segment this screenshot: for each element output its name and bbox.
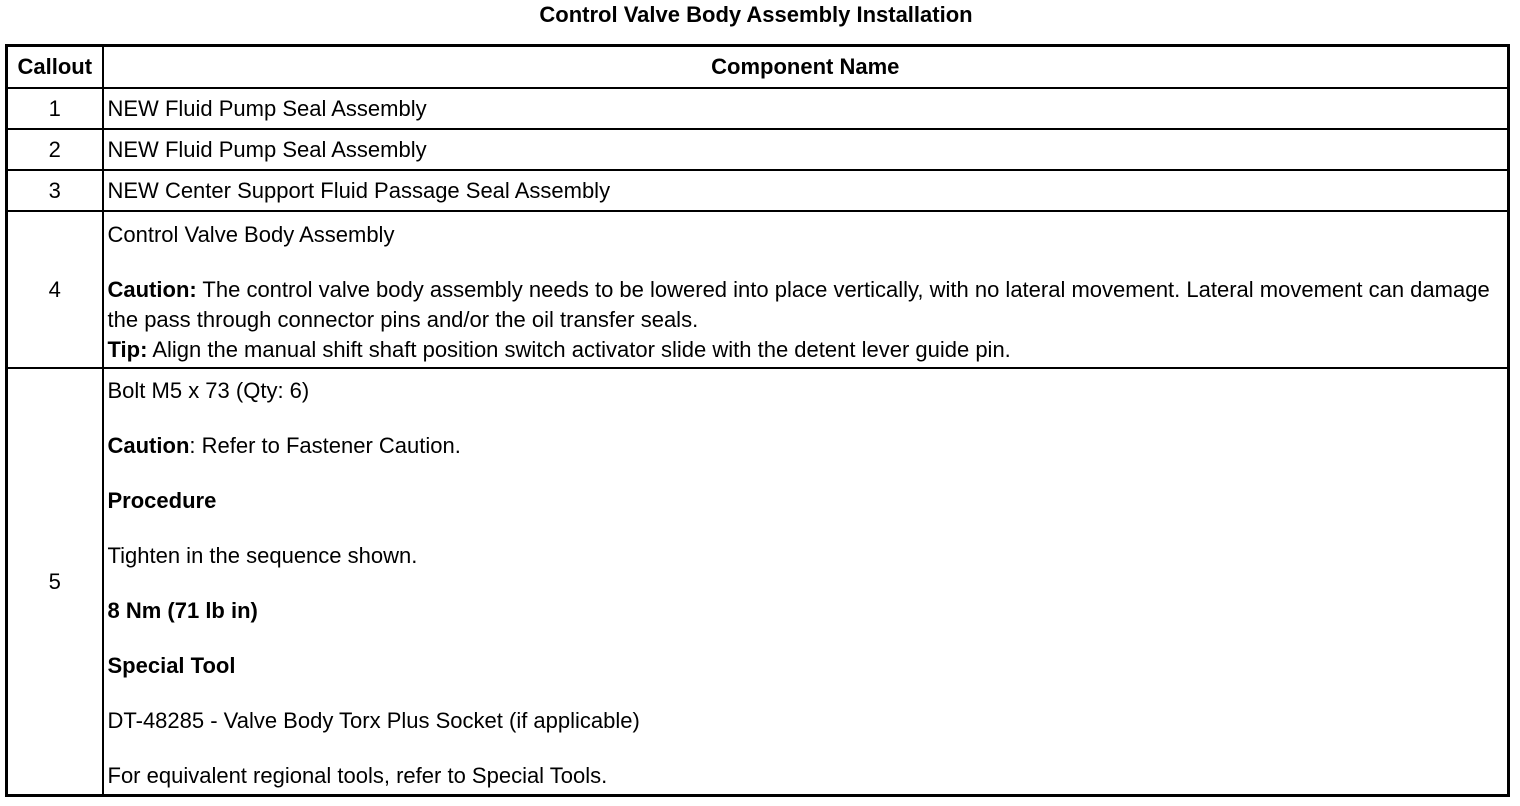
callout-column-header: Callout	[7, 46, 103, 89]
table-row	[7, 88, 1509, 129]
caution-text: The control valve body assembly needs to be lowered into place vertically, with no lateral movement. Lateral movement can damage the pass through connector pins and/or the oil transfer seals.	[107, 277, 1490, 332]
caution-note	[108, 431, 1504, 461]
caution-note	[108, 275, 1504, 335]
callout-number: 1	[7, 88, 103, 129]
component-name: NEW Center Support Fluid Passage Seal Assembly	[103, 170, 1509, 211]
tip-label: Tip:	[107, 337, 148, 362]
caution-label: Caution	[107, 433, 190, 458]
table-row	[7, 211, 1509, 368]
component-name-column-header: Component Name	[103, 46, 1509, 89]
table-header-row	[7, 46, 1509, 89]
special-tool-heading: Special Tool	[107, 653, 236, 678]
caution-text: : Refer to Fastener Caution.	[189, 433, 461, 458]
component-name: Bolt M5 x 73 (Qty: 6)	[107, 378, 310, 403]
table-row	[7, 170, 1509, 211]
table-row	[7, 129, 1509, 170]
component-table	[5, 44, 1510, 797]
procedure-text: Tighten in the sequence shown.	[107, 543, 418, 568]
special-tool: DT-48285 - Valve Body Torx Plus Socket (if applicable)	[107, 708, 640, 733]
caution-label: Caution:	[107, 277, 197, 302]
tip-note	[108, 335, 1504, 365]
component-details	[103, 211, 1509, 368]
component-details	[103, 368, 1509, 796]
procedure-heading: Procedure	[107, 488, 217, 513]
tip-text: Align the manual shift shaft position switch activator slide with the detent lever guide pin.	[147, 337, 1011, 362]
callout-number: 4	[7, 211, 103, 368]
component-name: NEW Fluid Pump Seal Assembly	[103, 129, 1509, 170]
torque-spec: 8 Nm (71 lb in)	[107, 598, 258, 623]
table-row	[7, 368, 1509, 796]
callout-number: 3	[7, 170, 103, 211]
page-title: Control Valve Body Assembly Installation	[539, 2, 973, 27]
component-name: NEW Fluid Pump Seal Assembly	[103, 88, 1509, 129]
regional-tools-note: For equivalent regional tools, refer to Special Tools.	[107, 763, 608, 788]
callout-number: 5	[7, 368, 103, 796]
component-name: Control Valve Body Assembly	[107, 222, 395, 247]
callout-number: 2	[7, 129, 103, 170]
